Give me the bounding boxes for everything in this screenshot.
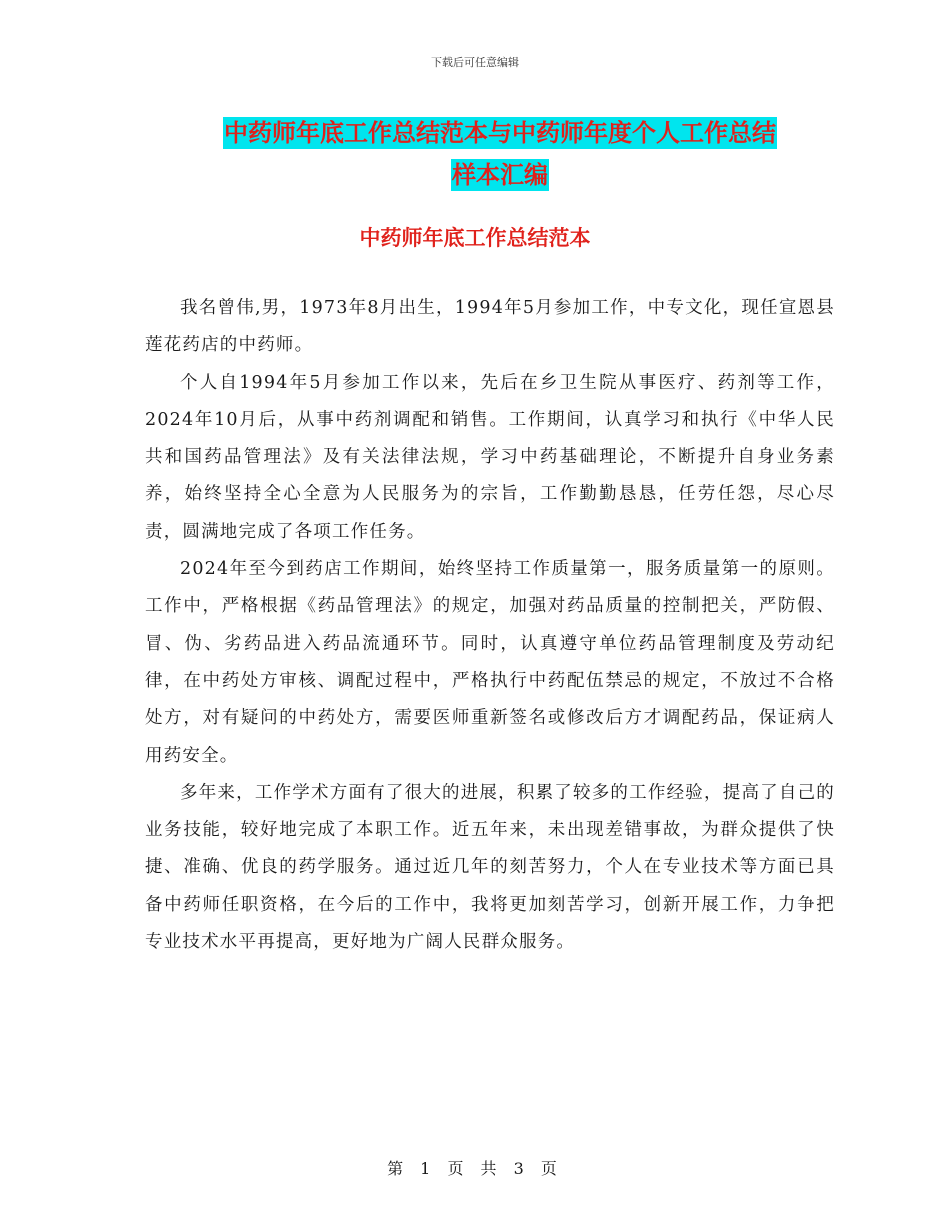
paragraph-3: 2024年至今到药店工作期间，始终坚持工作质量第一，服务质量第一的原则。工作中，严格根据《药品管理法》的规定，加强对药品质量的控制把关，严防假、冒、伪、劣药品进入药品流通环节。同时，认真遵守单位药品管理制度及劳动纪律，在中药处方审核、调配过程中，严格执行中药配伍禁忌的规定，不放过不合格处方，对有疑问的中药处方，需要医师重新签名或修改后方才调配药品，保证病人用药安全。 (145, 559, 835, 766)
document-title-line2: 样本汇编 (452, 161, 548, 189)
document-title (140, 112, 860, 196)
paragraph-2: 个人自1994年5月参加工作以来，先后在乡卫生院从事医疗、药剂等工作，2024年10月后，从事中药剂调配和销售。工作期间，认真学习和执行《中华人民共和国药品管理法》及有关法律法规，学习中药基础理论，不断提升自身业务素养，始终坚持全心全意为人民服务为的宗旨，工作勤勤恳恳，任劳任怨，尽心尽责，圆满地完成了各项工作任务。 (145, 372, 835, 542)
page-number: 第 1 页 共 3 页 (387, 1159, 563, 1178)
header-note: 下载后可任意编辑 (431, 56, 519, 69)
document-title-line1: 中药师年底工作总结范本与中药师年度个人工作总结 (224, 119, 776, 147)
section-title: 中药师年底工作总结范本 (359, 226, 591, 250)
body-text (145, 290, 835, 961)
paragraph-4: 多年来，工作学术方面有了很大的进展，积累了较多的工作经验，提高了自己的业务技能，较好地完成了本职工作。近五年来，未出现差错事故，为群众提供了快捷、准确、优良的药学服务。通过近几年的刻苦努力，个人在专业技术等方面已具备中药师任职资格，在今后的工作中，我将更加刻苦学习，创新开展工作，力争把专业技术水平再提高，更好地为广阔人民群众服务。 (145, 782, 835, 953)
paragraph-1: 我名曾伟,男，1973年8月出生，1994年5月参加工作，中专文化，现任宣恩县莲花药店的中药师。 (145, 298, 835, 356)
